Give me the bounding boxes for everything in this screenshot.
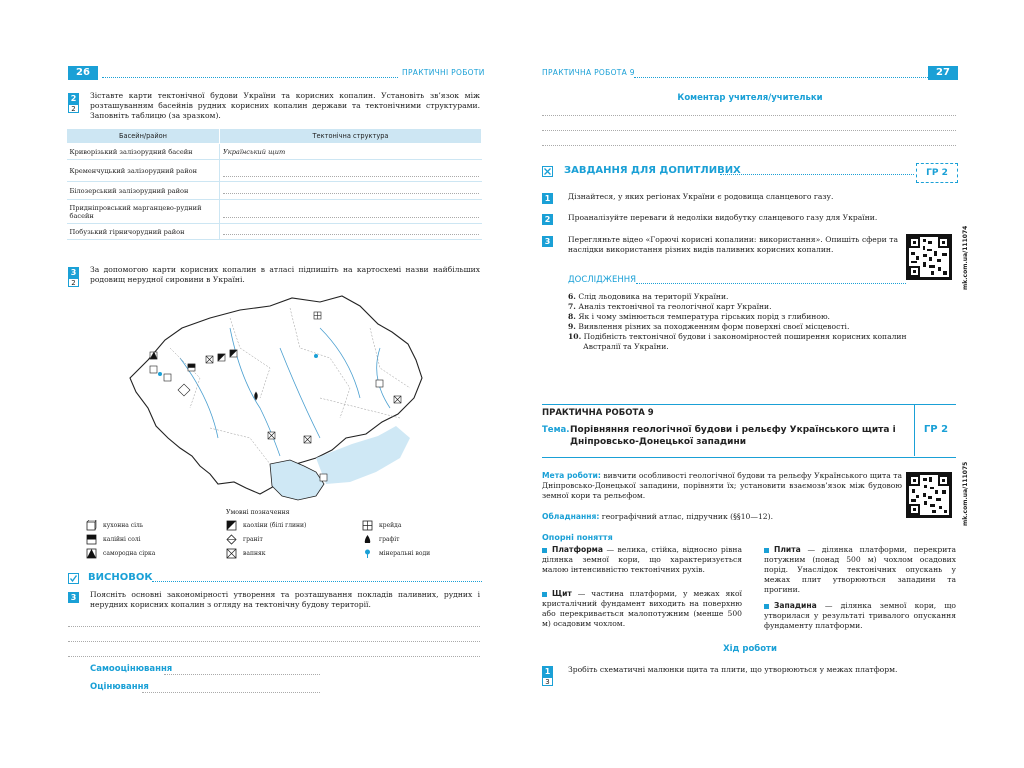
bullet-icon [542,592,547,597]
answer-line[interactable] [68,641,480,642]
legend-item [362,548,430,559]
task-level-badge: 2 [68,104,79,113]
comment-line[interactable] [542,145,956,146]
answer-field[interactable] [220,224,482,240]
task-number-badge: 2 [68,93,79,104]
qr-link-label: mk.com.ua/111075 [962,461,969,526]
right-page [512,0,1024,768]
research-title: ДОСЛІДЖЕННЯ [568,275,637,285]
concept-definition: — велика, стійка, відносно рівна ділянка земної кори, що характеризується малою інтенсивністю тектонічних рухів. [542,545,742,574]
table-header: Басейн/район [67,129,220,144]
running-head: ПРАКТИЧНА РОБОТА 9 [542,68,635,77]
table-row [67,144,482,160]
bullet-icon [764,548,769,553]
list-item: 6. Слід льодовика на території України. [568,292,729,301]
teacher-comment-title: Коментар учителя/учительки [677,93,823,103]
concept-item [764,545,956,595]
table-row [67,182,482,200]
table-cell: Придніпровський марганцево-рудний басейн [67,200,220,224]
legend-item [86,520,143,531]
group-tag: ГР 2 [923,424,949,435]
concept-item [542,545,742,575]
concept-term: Плита [774,545,801,554]
answer-field[interactable] [220,200,482,224]
bullet-icon [542,548,547,553]
answer-field[interactable] [220,182,482,200]
answer-line[interactable] [68,656,480,657]
graphite-icon [362,534,373,545]
curious-task-text: Перегляньте відео «Горючі корисні копалини: використання». Опишіть сфери та наслідки використання різних видів паливних корисних копалин. [568,235,898,254]
legend-title: Умовні позначення [226,509,290,516]
answer-line[interactable] [68,626,480,627]
task-level-badge: 3 [542,677,553,686]
legend-label: самородна сірка [103,550,156,557]
legend-item [226,520,306,531]
legend-item [86,548,155,559]
task-level-badge: 2 [68,278,79,287]
curious-task-text: Дізнайтеся, у яких регіонах України є родовища сланцевого газу. [568,192,834,201]
legend-label: мінеральні води [379,550,431,557]
concept-term: Западина [774,601,817,610]
legend-label: каоліни (білі глини) [243,522,307,529]
curious-title: ЗАВДАННЯ ДЛЯ ДОПИТЛИВИХ [564,165,741,176]
task-number-badge: 1 [542,666,553,677]
potash-icon [86,534,97,545]
curious-task-text: Проаналізуйте переваги й недоліки видобутку сланцевого газу для України. [568,213,878,222]
legend-item [226,548,266,559]
cross-box-icon [542,166,553,177]
ukraine-outline-map [120,288,450,503]
table-cell: Побузький гірничорудний район [67,224,220,240]
qr-code-icon[interactable] [906,234,952,280]
qr-code-icon[interactable] [906,472,952,518]
assessment-label: Оцінювання [90,682,149,692]
granite-icon [226,534,237,545]
concept-item [542,589,742,629]
table-cell: Криворізький залізорудний басейн [67,144,220,160]
list-item: 9. Виявлення різних за походженням форм поверхні своєї місцевості. [568,322,850,331]
section-rule [636,283,906,284]
list-item: 10. Подібність тектонічної будови і закономірностей поширення корисних копалин Австралії та України. [568,332,907,351]
comment-line[interactable] [542,130,956,131]
task-number-badge: 3 [68,267,79,278]
bullet-icon [764,604,769,609]
legend-label: калійні солі [103,536,141,543]
concepts-title: Опорні поняття [542,533,613,542]
assessment-field[interactable] [142,692,320,693]
concept-definition: — частина платформи, у межах якої кристалічний фундамент виходить на поверхню або перекривається малопотужним (менше 500 м) осадовим чохлом. [542,589,742,628]
qr-link-label: mk.com.ua/111074 [962,225,969,290]
theme-label: Тема. [542,425,570,435]
answer-field[interactable] [220,160,482,182]
table-cell: Кременчуцький залізорудний район [67,160,220,182]
legend-label: вапняк [243,550,266,557]
equipment-label: Обладнання: [542,512,600,521]
task-2-text: Зіставте карти тектонічної будови України та корисних копалин. Установіть зв’язок між розташуванням басейнів рудних корисних копалин держави та тектонічними структурами. Заповніть таблицю (за зразком). [90,91,480,120]
equipment-text [542,512,902,522]
concept-definition: — ділянка земної кори, що утворилася у результаті тривалого опускання фундаменту платформи. [764,601,956,630]
equipment-body: географічний атлас, підручник (§§10—12). [601,512,773,521]
qr-pattern [909,475,949,515]
legend-item [86,534,141,545]
running-head: ПРАКТИЧНІ РОБОТИ [402,68,485,77]
list-item: 8. Як і чому змінюється температура гірських порід з глибиною. [568,312,830,321]
legend-label: графіт [379,536,400,543]
legend-item [362,520,401,531]
header-divider [914,404,915,456]
concept-definition: — ділянка платформи, перекрита потужним (понад 500 м) чохлом осадових порід. Унаслідок тектонічних опускань у межах плит утворюються западини та прогини. [764,545,956,594]
table-cell: Білозерський залізорудний район [67,182,220,200]
table-row [67,200,482,224]
table-row [67,224,482,240]
section-rule [720,174,914,175]
concept-item [764,601,956,631]
practical-title: ПРАКТИЧНА РОБОТА 9 [542,408,654,418]
qr-pattern [909,237,949,277]
progress-title: Хід роботи [723,644,777,654]
concept-term: Платформа [552,545,603,554]
conclusion-text: Поясніть основні закономірності утворення та розташування покладів паливних, рудних і нерудних корисних копалин з огляду на тектонічну будову території. [90,590,480,609]
legend-label: кухонна сіль [103,522,144,529]
goal-text [542,471,902,501]
mineral-water-icon [362,548,373,559]
goal-label: Мета роботи: [542,471,601,480]
self-assessment-label: Самооцінювання [90,664,173,674]
deposits-table [66,128,482,240]
task-number-badge: 3 [68,592,79,603]
check-box-icon [68,573,79,584]
table-header: Тектонічна структура [220,129,482,144]
comment-line[interactable] [542,115,956,116]
group-tag: ГР 2 [916,163,958,183]
self-assessment-field[interactable] [164,674,320,675]
task-number-badge: 1 [542,193,553,204]
kaolin-icon [226,520,237,531]
table-cell: Український щит [220,144,482,160]
page-number: 27 [928,66,958,80]
theme-text: Порівняння геологічної будови і рельєфу Українського щита і Дніпровсько-Донецької западини [570,425,896,447]
step-1-text: Зробіть схематичні малюнки щита та плити, що утворюються у межах платформ. [568,665,898,674]
header-rule [634,77,928,78]
chalk-icon [362,520,373,531]
page-number: 26 [68,66,98,80]
limestone-icon [226,548,237,559]
salt-icon [86,520,97,531]
task-number-badge: 3 [542,236,553,247]
legend-label: крейда [379,522,402,529]
goal-body: вивчити особливості геологічної будови та рельєфу Українського щита та Дніпровсько-Донецької западини, порівняти їх; установити взаємозв’язок між будовою земної кори та рельєфом. [542,471,902,500]
table-row [67,160,482,182]
concept-term: Щит [552,589,572,598]
task-3-text: За допомогою карти корисних копалин в атласі підпишіть на картосхемі назви найбільших родовищ нерудної сировини в Україні. [90,265,480,284]
research-list [568,292,908,352]
header-rule [102,77,398,78]
sulfur-icon [86,548,97,559]
conclusion-title: ВИСНОВОК [88,572,153,583]
list-item: 7. Аналіз тектонічної та геологічної карт України. [568,302,772,311]
legend-label: граніт [243,536,263,543]
legend-item [226,534,263,545]
section-rule [152,581,482,582]
legend-item [362,534,400,545]
task-number-badge: 2 [542,214,553,225]
